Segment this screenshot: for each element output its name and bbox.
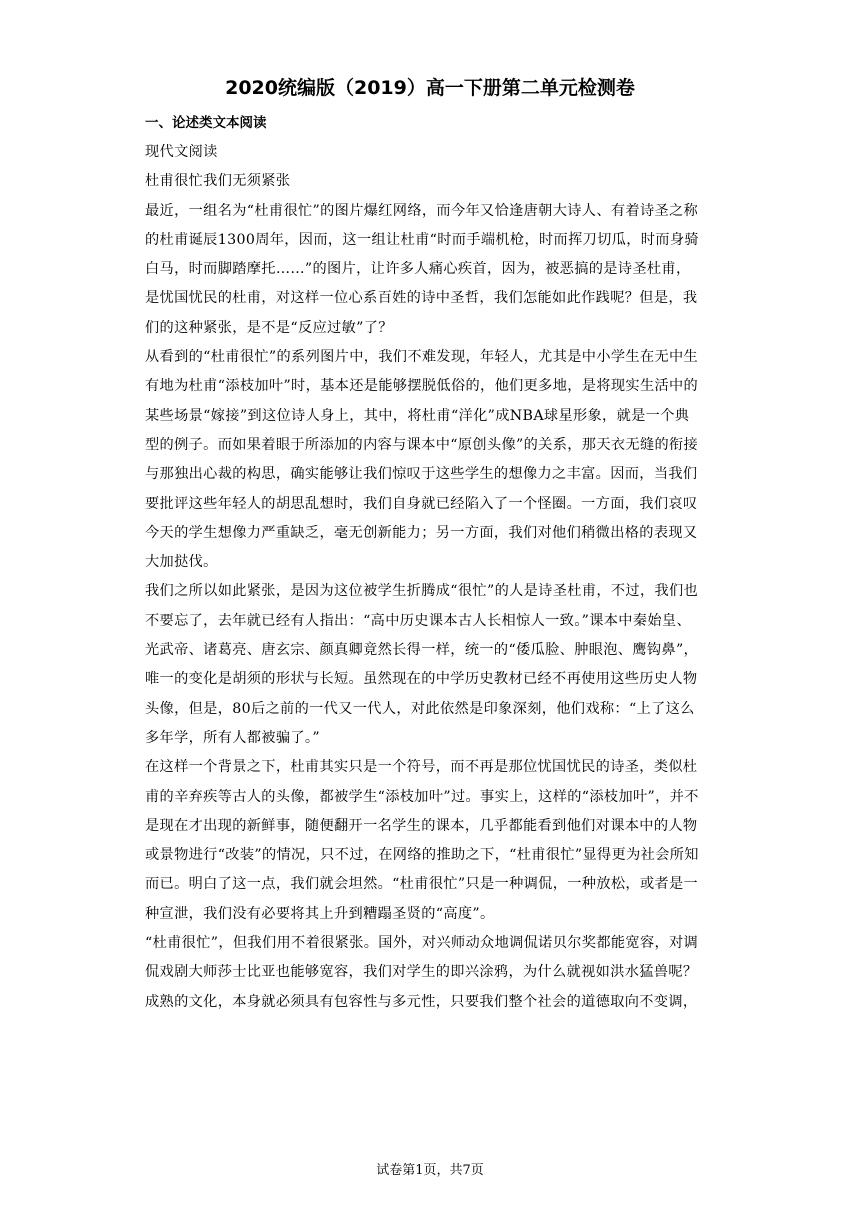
text-line: 我们之所以如此紧张，是因为这位被学生折腾成“很忙”的人是诗圣杜甫，不过，我们也 [145,583,699,600]
text-line: 是忧国忧民的杜甫，对这样一位心系百姓的诗中圣哲，我们怎能如此作践呢？但是，我 [145,290,698,307]
text-line: 最近，一组名为“杜甫很忙”的图片爆红网络，而今年又恰逢唐朝大诗人、有着诗圣之称 [145,202,699,219]
text-line: 的杜甫诞辰1300周年，因而，这一组让杜甫“时而手端机枪，时而挥刀切瓜，时而身骑 [145,231,699,248]
text-line: 杜甫很忙我们无须紧张 [145,173,291,190]
text-line: 大加挞伐。 [145,554,218,571]
text-line: 有地为杜甫“添枝加叶”时，基本还是能够摆脱低俗的，他们更多地，是将现实生活中的 [145,378,699,395]
text-line: 要批评这些年轻人的胡思乱想时，我们自身就已经陷入了一个怪圈。一方面，我们哀叹 [145,495,698,512]
text-line: 型的例子。而如果着眼于所添加的内容与课本中“原创头像”的关系，那天衣无缝的衔接 [145,436,699,453]
text-line: 从看到的“杜甫很忙”的系列图片中，我们不难发现，年轻人，尤其是中小学生在无中生 [145,349,699,366]
text-line: 种宣泄，我们没有必要将其上升到糟蹋圣贤的“高度”。 [145,905,495,922]
section-heading: 一、论述类文本阅读 [145,115,267,131]
passage-body [145,138,717,1017]
text-line: 多年学，所有人都被骗了。” [145,729,320,746]
text-line: 而已。明白了这一点，我们就会坦然。“杜甫很忙”只是一种调侃，一种放松，或者是一 [145,876,699,893]
document-title: 2020统编版（2019）高一下册第二单元检测卷 [225,77,635,99]
text-line: 白马，时而脚踏摩托……”的图片，让许多人痛心疾首，因为，被恶搞的是诗圣杜甫， [145,261,691,278]
text-line: 是现在才出现的新鲜事，随便翻开一名学生的课本，几乎都能看到他们对课本中的人物 [145,817,698,834]
text-line: 甫的辛弃疾等古人的头像，都被学生“添枝加叶”过。事实上，这样的“添枝加叶”，并不 [145,788,699,805]
text-line: “杜甫很忙”，但我们用不着很紧张。国外，对兴师动众地调侃诺贝尔奖都能宽容，对调 [145,935,699,952]
text-line: 在这样一个背景之下，杜甫其实只是一个符号，而不再是那位忧国忧民的诗圣，类似杜 [145,759,698,776]
text-line: 或景物进行“改装”的情况，只不过，在网络的推助之下，“杜甫很忙”显得更为社会所知 [145,847,699,864]
text-line: 与那独出心裁的构思，确实能够让我们惊叹于这些学生的想像力之丰富。因而，当我们 [145,466,698,483]
text-line: 成熟的文化，本身就必须具有包容性与多元性，只要我们整个社会的道德取向不变调， [145,993,698,1010]
text-line: 今天的学生想像力严重缺乏，毫无创新能力；另一方面，我们对他们稍微出格的表现又 [145,524,698,541]
text-line: 侃戏剧大师莎士比亚也能够宽容，我们对学生的即兴涂鸦，为什么就视如洪水猛兽呢？ [145,964,698,981]
text-line: 头像，但是，80后之前的一代又一代人，对此依然是印象深刻，他们戏称：“上了这么 [145,700,695,717]
text-line: 们的这种紧张，是不是“反应过敏”了？ [145,319,393,336]
page-footer: 试卷第1页，共7页 [376,1163,484,1178]
text-line: 某些场景“嫁接”到这位诗人身上，其中，将杜甫“洋化”成NBA球星形象，就是一个典 [145,407,690,424]
text-line: 现代文阅读 [145,144,218,160]
text-line: 不要忘了，去年就已经有人指出：“高中历史课本古人长相惊人一致。”课本中秦始皇、 [145,612,691,629]
text-line: 光武帝、诸葛亮、唐玄宗、颜真卿竟然长得一样，统一的“倭瓜脸、肿眼泡、鹰钩鼻”， [145,642,699,659]
text-line: 唯一的变化是胡须的形状与长短。虽然现在的中学历史教材已经不再使用这些历史人物 [145,671,698,688]
